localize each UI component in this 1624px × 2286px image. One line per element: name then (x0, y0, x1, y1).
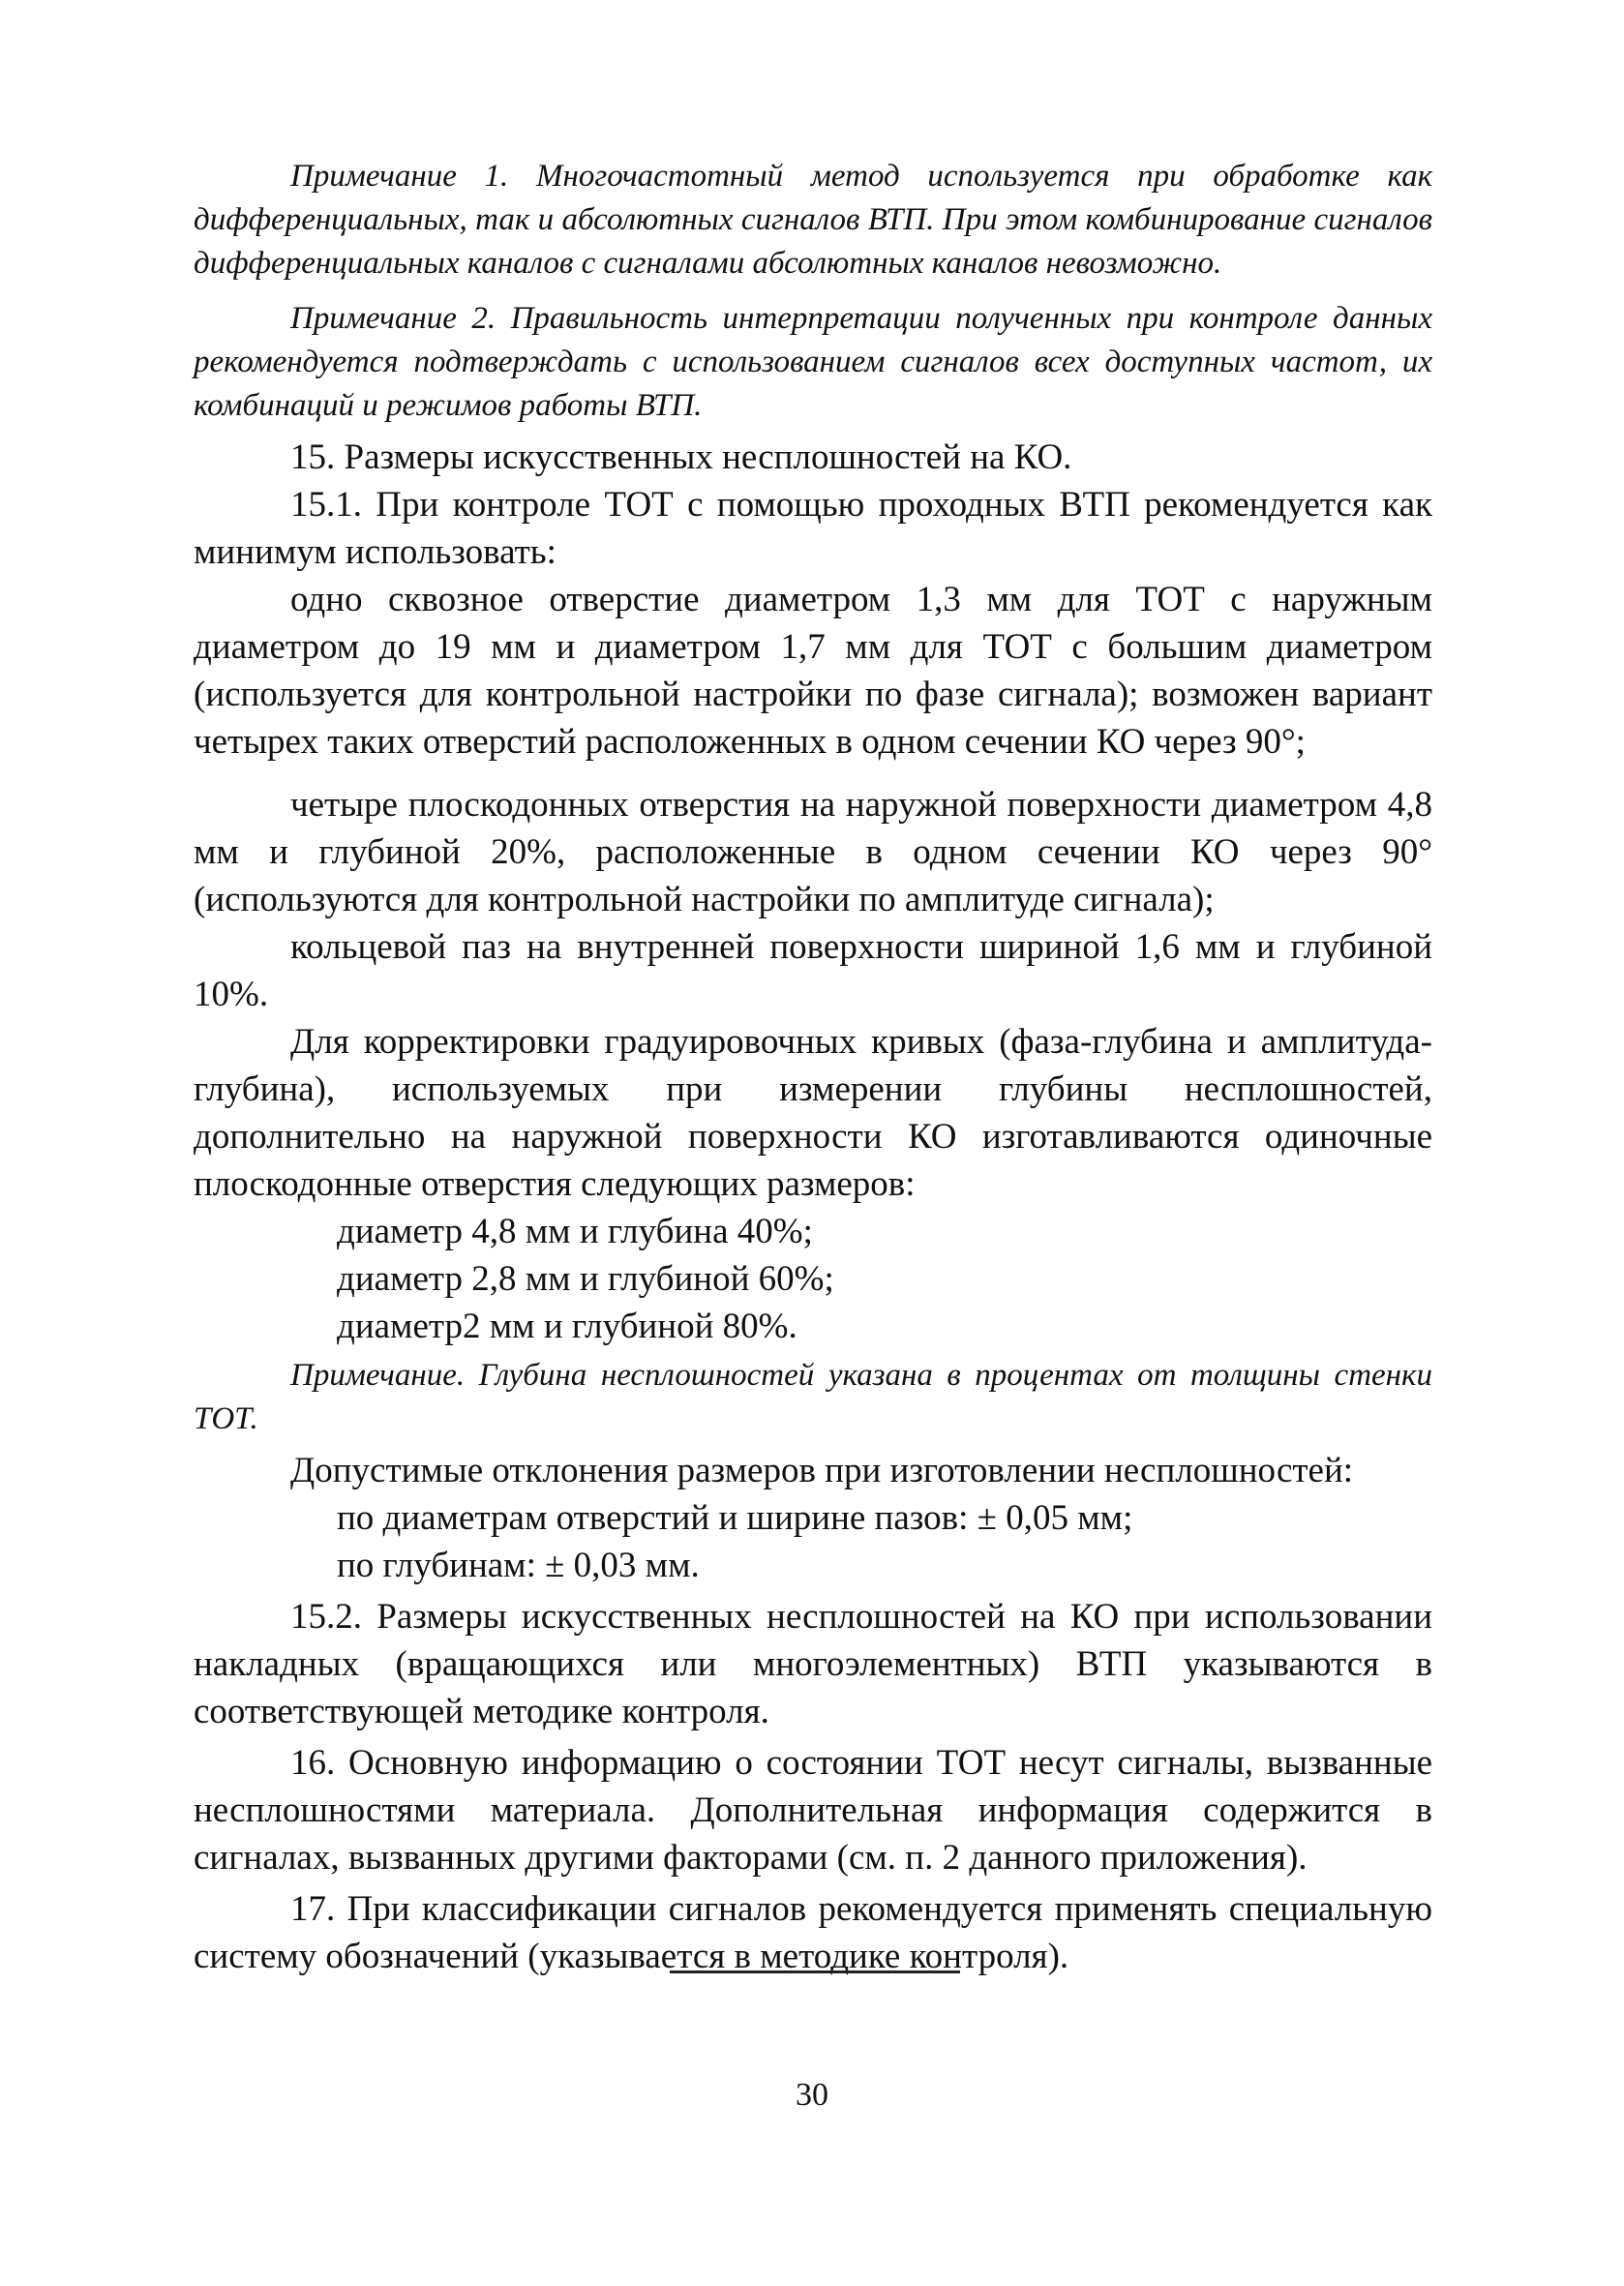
section-17: 17. При классификации сигналов рекомендуется применять специальную систему обозначений (указывается в методике контроля). (194, 1889, 1432, 1976)
note-depth: Примечание. Глубина несплошностей указана в процентах от толщины стенки ТОТ. (194, 1358, 1432, 1436)
note-2: Примечание 2. Правильность интерпретации полученных при контроле данных рекомендуется подтверждать с использованием сигналов всех доступных частот, их комбинаций и режимов работы ВТП. (194, 301, 1432, 423)
document-body (194, 155, 1432, 1980)
section-16: 16. Основную информацию о состоянии ТОТ несут сигналы, вызванные несплошностями материала. Дополнительная информация содержится в сигналах, вызванных другими факторами (см. п. 2 данного приложения). (194, 1743, 1432, 1878)
correction-paragraph: Для корректировки градуировочных кривых (фаза-глубина и амплитуда-глубина), используемых при измерении глубины несплошностей, дополнительно на наружной поверхности КО изготавливаются одиночные плоскодонные отверстия следующих размеров: (194, 1022, 1432, 1204)
section-15-heading: 15. Размеры искусственных несплошностей на КО. (290, 437, 1072, 477)
list-item-through-hole: одно сквозное отверстие диаметром 1,3 мм для ТОТ с наружным диаметром до 19 мм и диаметром 1,7 мм для ТОТ с большим диаметром (используется для контрольной настройки по фазе сигнала); возможен вариант четырех таких отверстий расположенных в одном сечении КО через 90°; (194, 580, 1432, 762)
note-1: Примечание 1. Многочастотный метод используется при обработке как дифференциальных, так и абсолютных сигналов ВТП. При этом комбинирование сигналов дифференциальных каналов с сигналами абсолютных каналов невозможно. (194, 159, 1432, 281)
dimension-item: диаметр2 мм и глубиной 80%. (337, 1307, 797, 1346)
closing-rule (670, 1970, 960, 1973)
list-item-flat-bottom-holes: четыре плоскодонных отверстия на наружной поверхности диаметром 4,8 мм и глубиной 20%, расположенные в одном сечении КО через 90° (используются для контрольной настройки по амплитуде сигнала); (194, 785, 1432, 919)
page-number: 30 (796, 2077, 828, 2113)
dimension-item: диаметр 4,8 мм и глубина 40%; (337, 1212, 813, 1251)
tolerance-item: по диаметрам отверстий и ширине пазов: ± 0,05 мм; (337, 1498, 1133, 1538)
section-15-2: 15.2. Размеры искусственных несплошностей на КО при использовании накладных (вращающихся или многоэлементных) ВТП указываются в соответствующей методике контроля. (194, 1597, 1432, 1731)
section-15-1: 15.1. При контроле ТОТ с помощью проходных ВТП рекомендуется как минимум использовать: (194, 485, 1432, 572)
dimension-item: диаметр 2,8 мм и глубиной 60%; (337, 1259, 834, 1299)
list-item-ring-groove: кольцевой паз на внутренней поверхности шириной 1,6 мм и глубиной 10%. (194, 927, 1432, 1014)
tolerances-intro: Допустимые отклонения размеров при изготовлении несплошностей: (290, 1451, 1354, 1490)
tolerance-item: по глубинам: ± 0,03 мм. (337, 1546, 700, 1585)
